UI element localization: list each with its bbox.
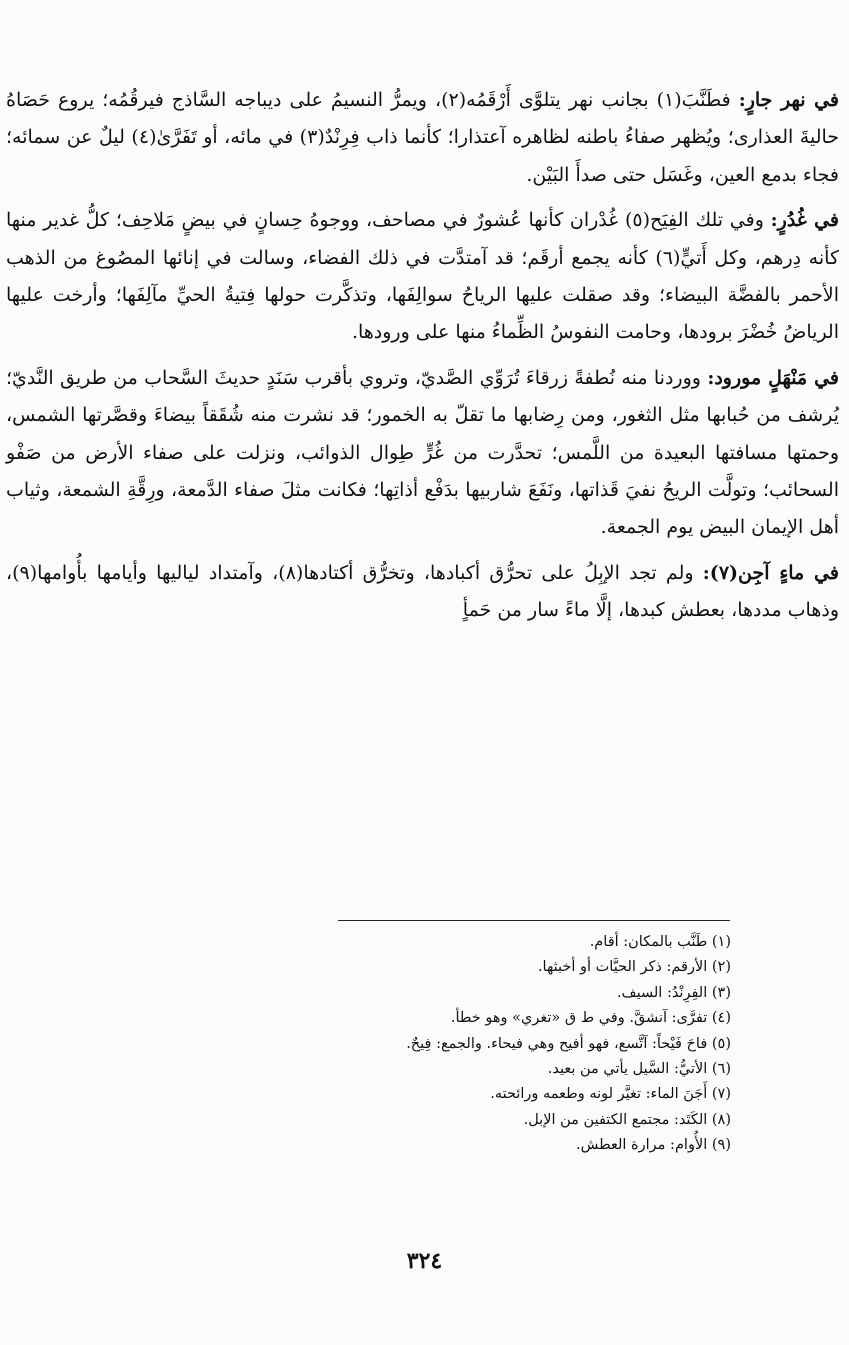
- footnote-item: (١) طَنَّب بالمكان: أقام.: [589, 934, 731, 950]
- paragraph-body: ووردنا منه نُطفةً زرقاءَ تُرَوِّي الصَّديّ، وتروي بأقرب سَنَدٍ حديثَ السَّحاب من طريق النَّديّ؛ يُرشف من حُبابها مثل الثغور، ومن رِضابها ما تقلّ به الخمور؛ قد نشرت منه شُقَقاً بيضاءَ وقصَّرتها الشمس، وحمتها مسافتها البعيدة من اللَّمس؛ تحدَّرت من غُرٍّ طِوال الذوائب، ونزلت على صفاء الأرض من صَفْو السحائب؛ وتولَّت الريحُ نفيَ قَذاتها، ونَفَعَ شاربيها بدَفْع أذاتِها؛ فكانت مثلَ صفاء الدَّمعة، ورِقَّةِ الشمعة، وثياب أهل الإيمان البيض يوم الجمعة.: [6, 366, 839, 539]
- paragraph-heading: في نهر جارٍ:: [738, 89, 839, 111]
- page-number: ٣٢٤: [406, 1248, 443, 1274]
- footnotes: [120, 930, 731, 1159]
- main-text: [6, 82, 839, 630]
- paragraph-body: فطَنَّبَ(١) بجانب نهر يتلوَّى أَرْقَمُه(٢)، ويمرُّ النسيمُ على ديباجه السَّاذج فيرقُمُه؛ يروع حَصَاهُ حاليةَ العذارى؛ ويُظهر صفاءُ باطنه لظاهره آعتذارا؛ كأنما ذاب فِرِنْدٌ(٣) في مائه، أو تَفَرَّىٰ(٤) ليلٌ عن سمائه؛ فجاء بدمع العين، وغَسَل حتى صدأَ البَيْن.: [6, 89, 840, 186]
- paragraph-heading: في ماءٍ آجِن(٧):: [702, 561, 839, 584]
- paragraph-stagnant-water: [6, 555, 839, 630]
- footnote-item: (٧) أَجَنَ الماء: تغيَّر لونه وطعمه ورائحته.: [490, 1086, 731, 1103]
- paragraph-body: وفي تلك الفِيَح(٥) غُدْران كأنها عُشورٌ في مصاحف، ووجوهُ حِسانٍ في بيضٍ مَلاحِف؛ كلُّ غدير منها كأنه دِرهم، وكل أَتيٍّ(٦) كأنه يجمع أرقَم؛ قد آمتدَّت في ذلك الفضاء، وسالت في إنائها المصُوغ من الذهب الأحمر بالفضَّة البيضاء؛ وقد صقلت عليها الرياحُ سوالِفَها، وتذكَّرت حولها فِتيةُ الحيِّ مآلِفَها؛ وأرخت عليها الرياضُ خُضْرَ برودها، وحامت النفوسُ الظِّماءُ منها على ورودها.: [6, 209, 839, 344]
- footnote-item: (٥) فاحَ فَيْحاً: آتَّسع، فهو أفيح وهي فيحاء. والجمع: فِيحٌ.: [406, 1035, 731, 1052]
- footnote-divider: [338, 920, 730, 921]
- paragraph-pools: [6, 202, 839, 352]
- paragraph-heading: في غُدُرٍ:: [770, 209, 839, 232]
- footnote-item: (٨) الكَتَد: مجتمع الكتفين من الإبل.: [523, 1111, 731, 1128]
- paragraph-body: ولم تجد الإبِلُ على تحرُّق أكبادها، وتخرُّق أكتادها(٨)، وآمتداد لياليها وأيامها بأُوامها(٩)، وذهاب مددها، بعطش كبدها، إلَّا ماءً سار من حَمأٍ: [6, 561, 839, 622]
- paragraph-river: [6, 82, 839, 194]
- paragraph-spring: [6, 360, 839, 547]
- footnote-item: (٦) الأتيُّ: السَّيل يأتي من بعيد.: [547, 1061, 731, 1078]
- paragraph-heading: في مَنْهَلٍ مورود:: [707, 366, 839, 389]
- footnote-item: (٢) الأرقم: ذكر الحيَّات أو أخبثها.: [537, 959, 731, 976]
- footnote-item: (٣) الفِرِنْدُ: السيف.: [616, 984, 731, 1001]
- footnote-item: (٩) الأُوام: مرارة العطش.: [576, 1137, 731, 1154]
- footnote-item: (٤) تفرَّى: آنشقَّ. وفي ط ق «تغري» وهو خطأ.: [450, 1010, 731, 1027]
